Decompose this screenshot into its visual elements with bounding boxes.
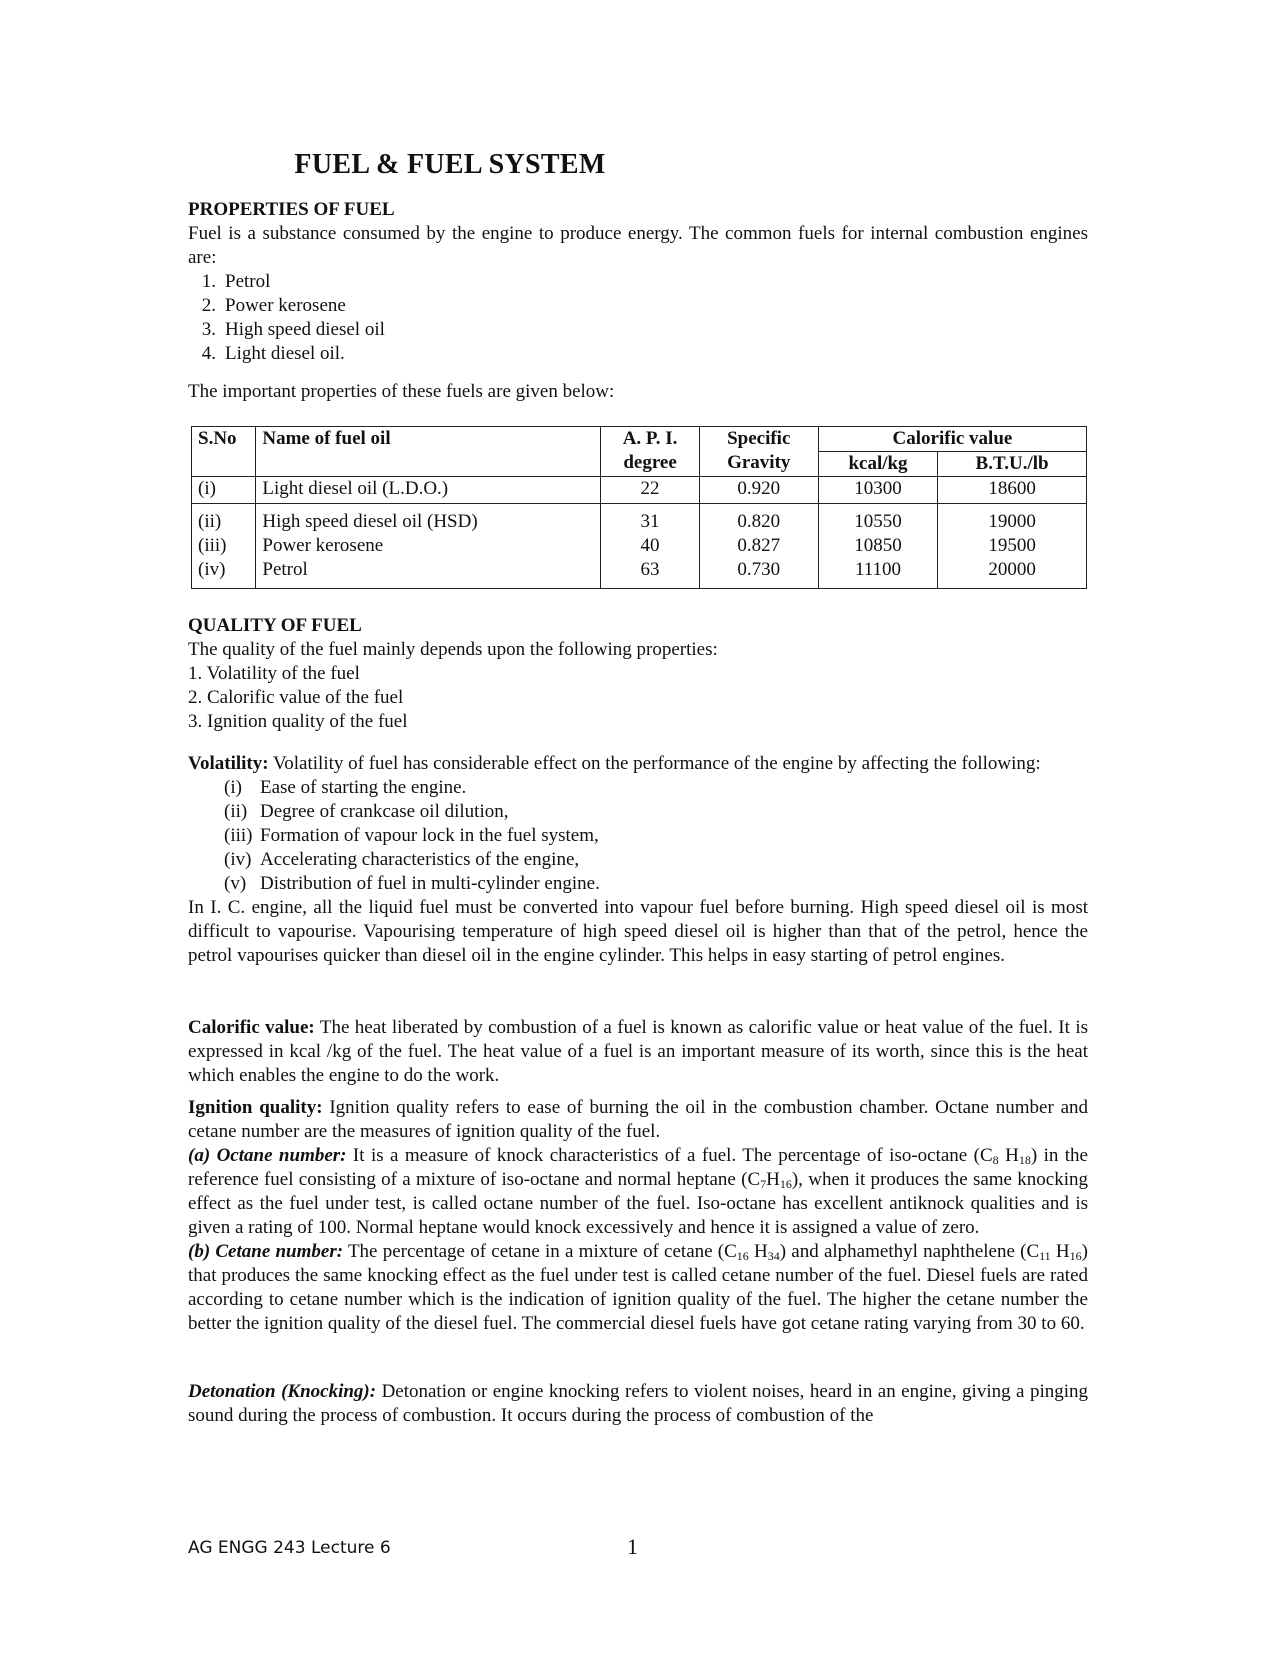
detonation-text: Detonation or engine knocking refers to violent noises, heard in an engine, giving a pinging sound during the process of combustion. It occurs during the process of combustion of the [188, 1381, 1089, 1426]
cetane-label: (b) Cetane number: [188, 1241, 344, 1262]
cell-sno: (iv) [192, 558, 256, 589]
footer-course: AG ENGG 243 Lecture 6 [188, 1538, 391, 1558]
cell-kcal: 10550 [818, 504, 937, 535]
cell-sno: (i) [192, 477, 256, 504]
page-number: 1 [627, 1534, 638, 1559]
list-item [224, 848, 1088, 872]
list-item [188, 710, 1088, 734]
list-number: 1. [201, 271, 216, 292]
properties-intro: Fuel is a substance consumed by the engine to produce energy. The common fuels for internal combustion engines are: [188, 223, 1088, 268]
header-name: Name of fuel oil [256, 427, 601, 477]
list-number: 3. [188, 711, 203, 732]
cell-name: Power kerosene [256, 534, 601, 558]
list-number: 2. [188, 687, 203, 708]
list-label: Light diesel oil. [225, 343, 345, 364]
cell-sg: 0.827 [699, 534, 818, 558]
cell-name: Light diesel oil (L.D.O.) [256, 477, 601, 504]
list-number: (i) [224, 777, 242, 798]
cell-btu: 18600 [938, 477, 1087, 504]
properties-section [188, 198, 1088, 366]
volatility-effects-list [188, 776, 1088, 896]
header-specific-gravity: Specific Gravity [699, 427, 818, 477]
cell-sno: (ii) [192, 504, 256, 535]
list-label: Ease of starting the engine. [260, 777, 467, 798]
calorific-text: The heat liberated by combustion of a fuel is known as calorific value or heat value of the fuel. It is expressed in kcal /kg of the fuel. The heat value of a fuel is an important measure of its worth, since this is the heat which enables the engine to do the work. [188, 1017, 1088, 1086]
cell-btu: 19000 [938, 504, 1087, 535]
list-item [224, 872, 1088, 896]
list-number: (iii) [224, 825, 253, 846]
list-label: High speed diesel oil [225, 319, 385, 340]
volatility-section [188, 752, 1088, 968]
list-number: (v) [224, 873, 247, 894]
table-header-row [192, 427, 1087, 452]
octane-label: (a) Octane number: [188, 1145, 347, 1166]
calorific-paragraph [188, 1016, 1088, 1088]
table-row [192, 534, 1087, 558]
cell-btu: 20000 [938, 558, 1087, 589]
list-item [188, 270, 1088, 294]
list-label: Distribution of fuel in multi-cylinder engine. [260, 873, 600, 894]
cell-sno: (iii) [192, 534, 256, 558]
list-label: Volatility of the fuel [206, 663, 360, 684]
list-label: Power kerosene [225, 295, 346, 316]
volatility-text: Volatility of fuel has considerable effect on the performance of the engine by affecting the following: [273, 753, 1041, 774]
list-number: 2. [201, 295, 216, 316]
fuel-list [188, 270, 1088, 366]
quality-intro: The quality of the fuel mainly depends upon the following properties: [188, 639, 718, 660]
list-number: 1. [188, 663, 203, 684]
cell-sg: 0.730 [699, 558, 818, 589]
table-intro: The important properties of these fuels are given below: [188, 381, 615, 402]
cell-name: High speed diesel oil (HSD) [256, 504, 601, 535]
cell-kcal: 10850 [818, 534, 937, 558]
properties-heading: PROPERTIES OF FUEL [188, 199, 395, 220]
cell-name: Petrol [256, 558, 601, 589]
volatility-paragraph: In I. C. engine, all the liquid fuel must be converted into vapour fuel before burning. High speed diesel oil is most difficult to vapourise. Vapourising temperature of high speed diesel oil is higher than that of the petrol, hence the petrol vapourises quicker than diesel oil in the engine cylinder. This helps in easy starting of petrol engines. [188, 897, 1088, 966]
header-calorific: Calorific value [818, 427, 1086, 452]
list-item [224, 800, 1088, 824]
volatility-intro [188, 752, 1088, 776]
header-kcal: kcal/kg [818, 452, 937, 477]
list-label: Ignition quality of the fuel [207, 711, 408, 732]
list-item [188, 318, 1088, 342]
list-item [188, 342, 1088, 366]
page-title: FUEL & FUEL SYSTEM [294, 149, 606, 180]
header-sno: S.No [192, 427, 256, 477]
list-item [188, 662, 1088, 686]
list-item [224, 824, 1088, 848]
detonation-paragraph [188, 1380, 1088, 1428]
ignition-section [188, 1096, 1088, 1336]
ignition-text: Ignition quality refers to ease of burning the oil in the combustion chamber. Octane number and cetane number are the measures of ignition quality of the fuel. [188, 1097, 1088, 1142]
cell-api: 40 [601, 534, 699, 558]
ignition-label: Ignition quality: [188, 1097, 323, 1118]
table-row [192, 558, 1087, 589]
cell-kcal: 11100 [818, 558, 937, 589]
quality-section [188, 614, 1088, 734]
cell-api: 31 [601, 504, 699, 535]
list-label: Calorific value of the fuel [207, 687, 404, 708]
cell-btu: 19500 [938, 534, 1087, 558]
cell-kcal: 10300 [818, 477, 937, 504]
fuel-properties-table [191, 426, 1087, 589]
quality-list [188, 662, 1088, 734]
calorific-label: Calorific value: [188, 1017, 315, 1038]
cell-sg: 0.820 [699, 504, 818, 535]
ignition-intro [188, 1096, 1088, 1144]
quality-heading: QUALITY OF FUEL [188, 615, 362, 636]
cell-api: 22 [601, 477, 699, 504]
list-label: Accelerating characteristics of the engine, [260, 849, 580, 870]
list-number: 3. [201, 319, 216, 340]
list-number: 4. [201, 343, 216, 364]
list-item [188, 294, 1088, 318]
list-label: Petrol [225, 271, 271, 292]
header-api: A. P. I. degree [601, 427, 699, 477]
octane-paragraph: (a) Octane number: It is a measure of knock characteristics of a fuel. The percentage of iso-octane ($C_8$ $H_{18}$) in the reference fuel consisting of a mixture of iso-octane and normal heptane $(C_7H_{16})$, when it produces the same knocking effect as the fuel under test, is called octane number of the fuel. Iso-octane has excellent antiknock qualities and is given a rating of 100. Normal heptane would knock excessively and hence it is assigned a value of zero. [188, 1145, 1088, 1238]
cetane-paragraph: (b) Cetane number: The percentage of cetane in a mixture of cetane ($C_{16}$ $H_{34}$) and alphamethyl naphthelene ($C_{11}$ $H_{16}$) that produces the same knocking effect as the fuel under test is called cetane number of the fuel. Diesel fuels are rated according to cetane number which is the indication of ignition quality of the fuel. The higher the cetane number the better the ignition quality of the diesel fuel. The commercial diesel fuels have got cetane rating varying from 30 to 60. [188, 1241, 1088, 1334]
cell-sg: 0.920 [699, 477, 818, 504]
list-label: Degree of crankcase oil dilution, [260, 801, 509, 822]
detonation-label: Detonation (Knocking): [188, 1381, 377, 1402]
header-btu: B.T.U./lb [938, 452, 1087, 477]
table-row [192, 504, 1087, 535]
list-number: (iv) [224, 849, 252, 870]
list-label: Formation of vapour lock in the fuel system, [260, 825, 599, 846]
table-row [192, 477, 1087, 504]
list-item [224, 776, 1088, 800]
list-number: (ii) [224, 801, 248, 822]
list-item [188, 686, 1088, 710]
cell-api: 63 [601, 558, 699, 589]
volatility-label: Volatility: [188, 753, 269, 774]
